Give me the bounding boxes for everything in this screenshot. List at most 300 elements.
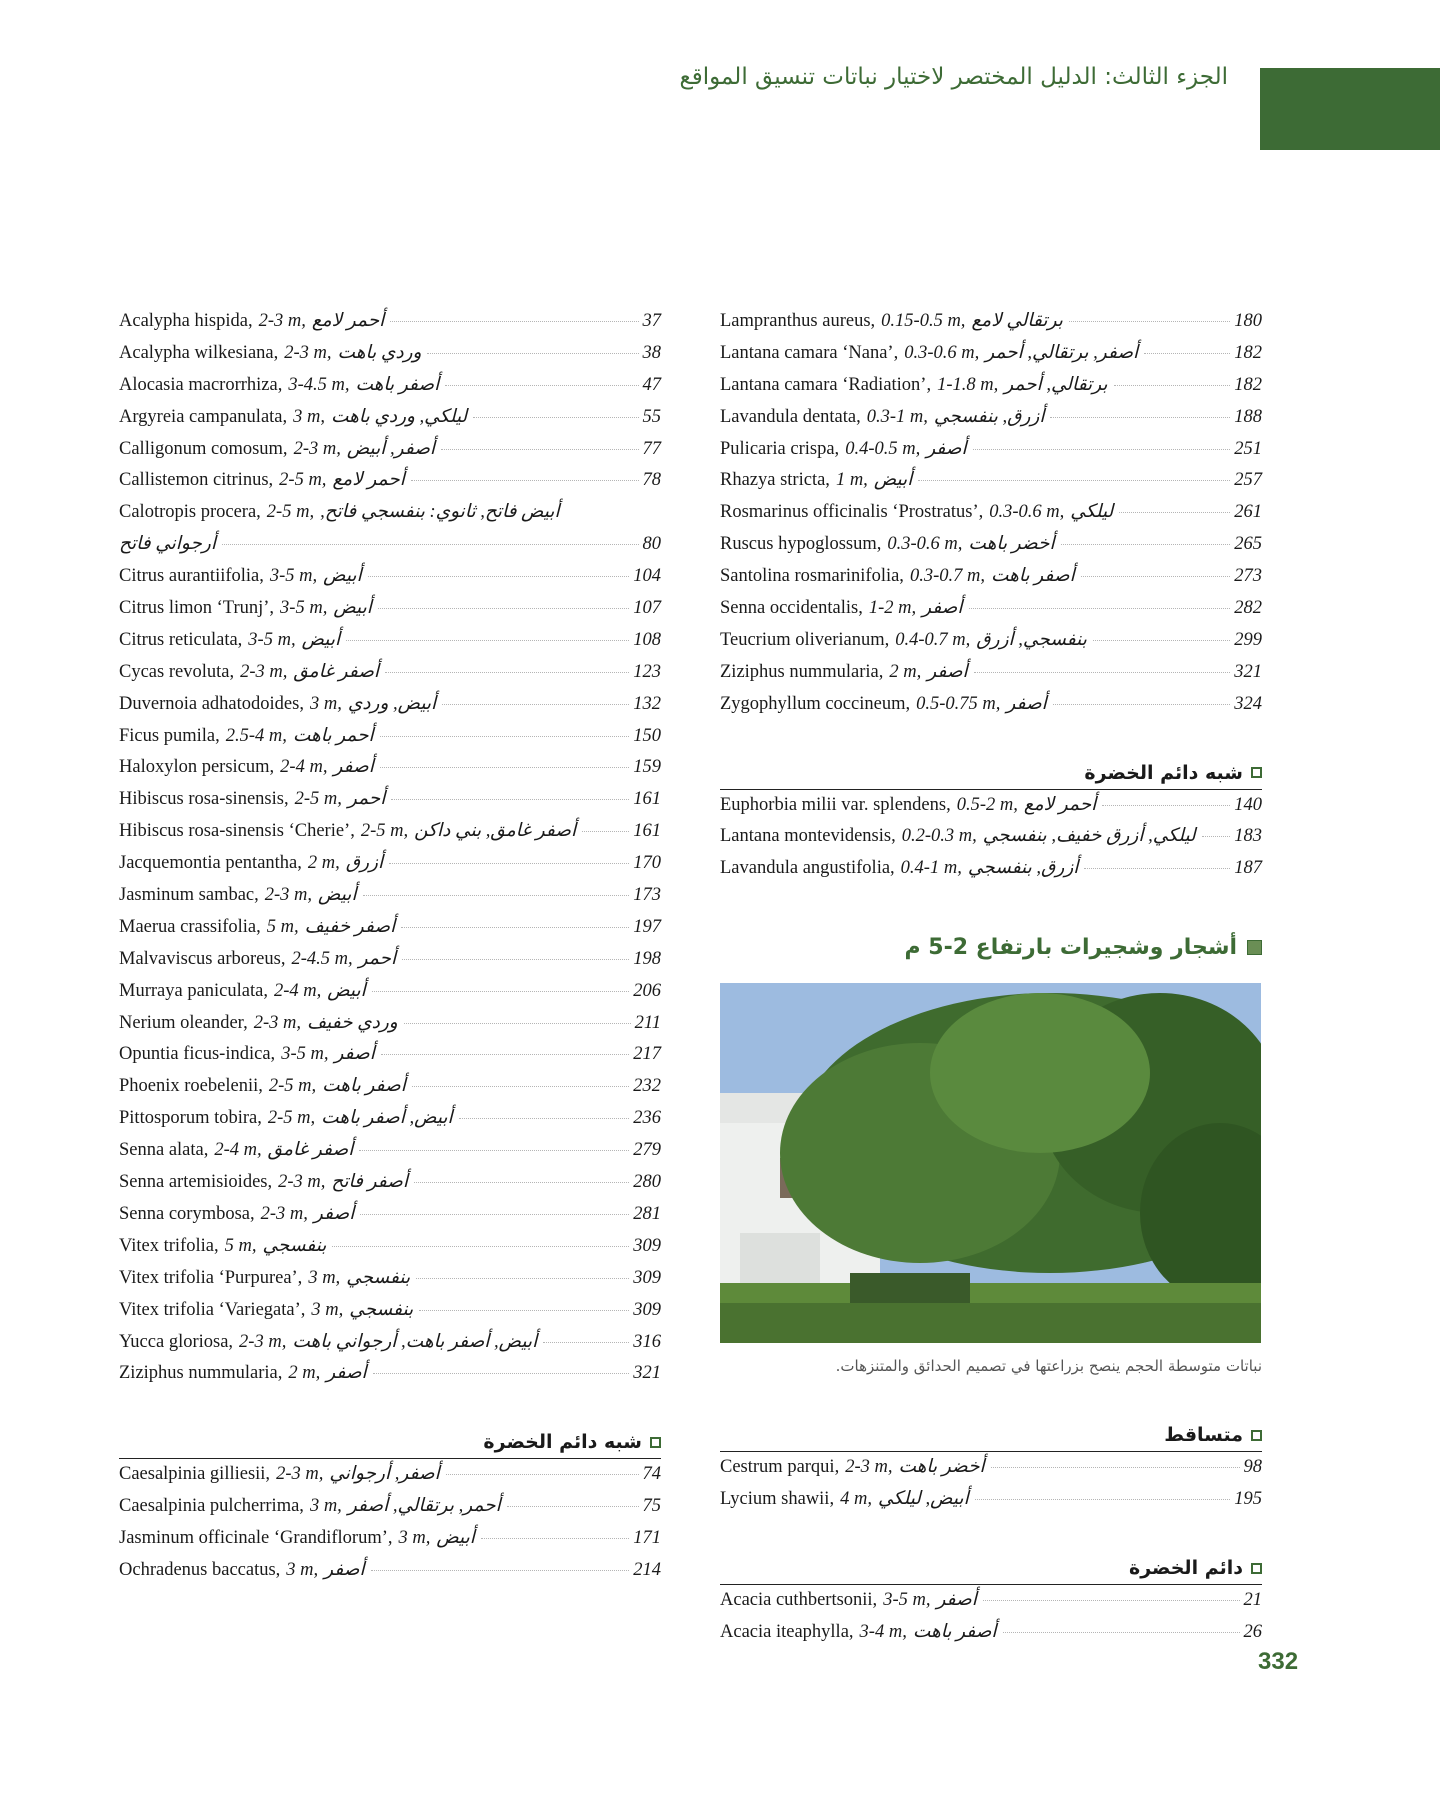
plant-color: أصفر باهت (322, 1076, 406, 1097)
plant-color: أبيض (327, 980, 366, 1001)
plant-name: Lantana camara ‘Nana’, (720, 342, 899, 363)
dot-leader (1061, 544, 1231, 545)
plant-name: Jasminum sambac, (119, 885, 259, 906)
plant-name: Malvaviscus arboreus, (119, 948, 286, 969)
dot-leader (389, 863, 629, 864)
plant-color: بنفسجي, أزرق (976, 629, 1087, 650)
dot-leader (442, 704, 629, 705)
page-ref: 150 (633, 725, 661, 746)
dot-leader (1003, 1632, 1240, 1633)
plant-color: أبيض, وردي (347, 693, 437, 714)
page-ref: 273 (1234, 566, 1262, 587)
page-ref: 74 (642, 1464, 661, 1485)
page-ref: 77 (642, 438, 661, 459)
plant-size: 2-3 m, (845, 1457, 893, 1478)
plant-name: Cycas revoluta, (119, 661, 235, 682)
plant-size: 2-5 m, (279, 470, 327, 491)
plant-entry (119, 1527, 661, 1559)
dot-leader (975, 1499, 1231, 1500)
plant-color: أصفر (313, 1203, 355, 1224)
plant-color: أزرق, بنفسجي (967, 858, 1079, 879)
section-heading-text: دائم الخضرة (1128, 1557, 1243, 1580)
plant-entry (720, 1456, 1262, 1488)
plant-entry (720, 438, 1262, 470)
running-header: الجزء الثالث: الدليل المختصر لاختيار نباتات تنسيق المواقع (679, 64, 1228, 90)
dot-leader (507, 1506, 639, 1507)
page-ref: 78 (642, 470, 661, 491)
plant-size: 0.3-0.6 m, (887, 534, 963, 555)
section-heading-semi-evergreen (119, 1426, 661, 1459)
page-ref: 198 (633, 948, 661, 969)
plant-color: أصفر (927, 661, 968, 682)
plant-size: 2-5 m, (266, 502, 315, 523)
plant-color: أصفر, أرجواني (329, 1464, 440, 1485)
plant-entry (119, 788, 661, 820)
dot-leader (582, 831, 629, 832)
plant-list (720, 310, 1262, 725)
dot-leader (412, 1086, 629, 1087)
plant-size: 0.5-2 m, (956, 794, 1018, 815)
page-ref: 104 (633, 566, 661, 587)
plant-size: 0.4-0.7 m, (895, 629, 971, 650)
plant-name: Lantana montevidensis, (720, 826, 896, 847)
plant-entry (720, 857, 1262, 889)
plant-color: أصفر (324, 1559, 365, 1580)
plant-name: Citrus limon ‘Trunj’, (119, 598, 275, 619)
plant-color: أبيض, أصفر باهت (321, 1108, 453, 1129)
page-ref: 21 (1243, 1590, 1262, 1611)
page-ref: 183 (1234, 826, 1262, 847)
plant-size: 0.15-0.5 m, (881, 311, 966, 331)
page-ref: 47 (642, 374, 661, 395)
plant-name: Nerium oleander, (119, 1012, 248, 1033)
plant-size: 2-4 m, (273, 980, 322, 1001)
section-heading-deciduous (720, 1419, 1262, 1452)
page-ref: 309 (633, 1267, 661, 1288)
dot-leader (991, 1467, 1240, 1468)
dot-leader (1053, 704, 1230, 705)
plant-list (720, 1589, 1262, 1653)
plant-entry (119, 406, 661, 438)
plant-size: 2-3 m, (253, 1012, 301, 1033)
square-bullet-icon (1251, 1430, 1262, 1441)
plant-color: برتقالي لامع (971, 311, 1063, 331)
plant-name: Maerua crassifolia, (119, 916, 261, 937)
plant-entry (119, 469, 661, 501)
page-ref: 161 (633, 821, 661, 842)
plant-entry (720, 794, 1262, 826)
plant-entry (720, 597, 1262, 629)
plant-size: 3 m, (308, 1267, 341, 1288)
page-ref: 236 (633, 1108, 661, 1129)
dot-leader (381, 1054, 629, 1055)
plant-entry (119, 1139, 661, 1171)
plant-color: أبيض فاتح, ثانوي: بنفسجي فاتح, (320, 502, 560, 523)
chapter-heading-text: أشجار وشجيرات بارتفاع 2-5 م (904, 934, 1237, 960)
plant-entry (720, 1621, 1262, 1653)
dot-leader (380, 767, 629, 768)
page-ref: 195 (1234, 1489, 1262, 1510)
dot-leader (969, 608, 1231, 609)
page-ref: 170 (633, 853, 661, 874)
plant-color: أحمر (358, 948, 397, 969)
plant-color: أصفر (936, 1590, 977, 1611)
dot-leader (918, 480, 1230, 481)
plant-size: 0.5-0.75 m, (916, 693, 1001, 714)
plant-entry (720, 693, 1262, 725)
dot-leader (446, 1474, 639, 1475)
plant-size: 2-5 m, (294, 789, 342, 810)
plant-name: Jasminum officinale ‘Grandiflorum’, (119, 1528, 393, 1549)
plant-size: 3-5 m, (281, 1044, 329, 1065)
plant-entry (119, 565, 661, 597)
dot-leader (378, 608, 629, 609)
plant-entry (119, 916, 661, 948)
plant-size: 2-3 m, (264, 885, 313, 906)
dot-leader (1102, 805, 1230, 806)
plant-entry (720, 533, 1262, 565)
plant-name: Acacia iteaphylla, (720, 1621, 854, 1642)
plant-entry (119, 820, 661, 852)
dot-leader (359, 1150, 629, 1151)
page-ref: 55 (642, 406, 661, 427)
plant-size: 3 m, (309, 1496, 342, 1517)
plant-name: Pittosporum tobira, (119, 1108, 262, 1129)
plant-name: Hibiscus rosa-sinensis, (119, 789, 289, 810)
section-heading-evergreen (720, 1552, 1262, 1585)
plant-name: Acalypha wilkesiana, (119, 342, 279, 363)
dot-leader (1050, 417, 1230, 418)
plant-entry (119, 661, 661, 693)
section-heading-text: شبه دائم الخضرة (483, 1431, 642, 1454)
plant-entry (119, 1495, 661, 1527)
page-ref: 108 (633, 629, 661, 650)
plant-color: أصفر غامق (293, 661, 380, 682)
dot-leader (414, 1182, 629, 1183)
plant-entry (720, 661, 1262, 693)
plant-size: 2-5 m, (267, 1108, 316, 1129)
page-ref: 98 (1243, 1457, 1262, 1478)
plant-color: أصفر (1006, 693, 1047, 714)
page-ref: 232 (633, 1076, 661, 1097)
dot-leader (222, 544, 639, 545)
plant-size: 2-5 m, (360, 821, 409, 842)
plant-name: Acalypha hispida, (119, 311, 253, 331)
plant-entry (119, 1107, 661, 1139)
plant-name: Lycium shawii, (720, 1489, 835, 1510)
plant-name: Vitex trifolia, (119, 1235, 219, 1256)
plant-size: 0.3-0.6 m, (904, 342, 980, 363)
plant-size: 0.3-0.6 m, (989, 502, 1065, 523)
plant-name: Ziziphus nummularia, (720, 661, 884, 682)
dot-leader (473, 417, 638, 418)
plant-name: Senna corymbosa, (119, 1203, 255, 1224)
page-ref: 280 (633, 1172, 661, 1193)
plant-color: أصفر باهت (912, 1621, 997, 1642)
dot-leader (983, 1600, 1240, 1601)
plant-entry (119, 1299, 661, 1331)
page-ref: 140 (1234, 794, 1262, 815)
plant-color: أحمر لامع (1023, 794, 1097, 815)
page-ref: 321 (1234, 661, 1262, 682)
plant-name: Acacia cuthbertsonii, (720, 1590, 878, 1611)
plant-size: 0.4-0.5 m, (845, 438, 921, 459)
plant-name: Haloxylon persicum, (119, 757, 275, 778)
plant-list (720, 1456, 1262, 1520)
plant-size: 2-3 m, (293, 438, 341, 459)
dot-leader (363, 895, 630, 896)
plant-name: Lantana camara ‘Radiation’, (720, 374, 932, 395)
dot-leader (390, 321, 638, 322)
plant-size: 3 m, (398, 1528, 431, 1549)
dot-leader (391, 799, 629, 800)
plant-color: برتقالي, أحمر (1004, 374, 1108, 395)
plant-entry (119, 438, 661, 470)
plant-name: Ochradenus baccatus, (119, 1559, 281, 1580)
page-ref: 26 (1243, 1621, 1262, 1642)
plant-color: أخضر باهت (968, 534, 1055, 555)
plant-size: 2-3 m, (276, 1464, 324, 1485)
page-ref: 182 (1234, 342, 1262, 363)
plant-entry (119, 1267, 661, 1299)
dot-leader (373, 1373, 630, 1374)
plant-entry (119, 1075, 661, 1107)
plant-color: أصفر, برتقالي, أحمر (985, 342, 1139, 363)
plant-entry (720, 1589, 1262, 1621)
plant-entry (720, 629, 1262, 661)
plant-name: Rosmarinus officinalis ‘Prostratus’, (720, 502, 984, 523)
plant-entry (119, 597, 661, 629)
plant-size: 2-3 m, (239, 1331, 287, 1352)
plant-color: أصفر غامق, بني داكن (414, 821, 577, 842)
page-ref: 299 (1234, 629, 1262, 650)
plant-color: ليلكي (1070, 502, 1114, 523)
plant-name: Senna artemisioides, (119, 1172, 273, 1193)
dot-leader (1069, 321, 1230, 322)
page-ref: 324 (1234, 693, 1262, 714)
dot-leader (973, 449, 1231, 450)
page-ref: 206 (633, 980, 661, 1001)
page-ref: 182 (1234, 374, 1262, 395)
plant-entry (720, 1488, 1262, 1520)
photo-caption: نباتات متوسطة الحجم ينصح بزراعتها في تصميم الحدائق والمتنزهات. (835, 1357, 1262, 1376)
page-ref: 187 (1234, 858, 1262, 879)
plant-entry (119, 980, 661, 1012)
page-ref: 316 (633, 1331, 661, 1352)
plant-size: 2-3 m, (284, 342, 332, 363)
plant-size: 3-4.5 m, (288, 374, 350, 395)
plant-name: Lavandula angustifolia, (720, 858, 895, 879)
plant-entry (720, 406, 1262, 438)
plant-color: أخضر باهت (898, 1457, 985, 1478)
page-ref: 159 (633, 757, 661, 778)
plant-color: بنفسجي (262, 1235, 327, 1256)
plant-name: Senna occidentalis, (720, 598, 863, 619)
square-bullet-icon (1251, 767, 1262, 778)
tree-illustration (720, 983, 1261, 1343)
left-column (119, 310, 661, 1591)
page-ref: 282 (1234, 598, 1262, 619)
dot-leader (411, 480, 639, 481)
plant-name: Lampranthus aureus, (720, 311, 876, 331)
plant-name: Caesalpinia gilliesii, (119, 1464, 271, 1485)
dot-leader (416, 1278, 629, 1279)
plant-name: Vitex trifolia ‘Variegata’, (119, 1299, 306, 1320)
plant-size: 2-4 m, (280, 757, 328, 778)
plant-size: 1 m, (835, 470, 868, 491)
plant-color: أزرق, بنفسجي (933, 406, 1045, 427)
plant-entry (119, 1171, 661, 1203)
page-ref: 309 (633, 1299, 661, 1320)
plant-name: Rhazya stricta, (720, 470, 830, 491)
page-ref: 214 (633, 1559, 661, 1580)
plant-color: أبيض, أصفر باهت, أرجواني باهت (292, 1331, 538, 1352)
plant-color: أصفر (926, 438, 967, 459)
plant-size: 2-3 m, (278, 1172, 326, 1193)
plant-name: Ruscus hypoglossum, (720, 534, 882, 555)
page-number: 332 (1258, 1648, 1299, 1675)
page-ref: 180 (1234, 311, 1262, 331)
dot-leader (427, 353, 638, 354)
dot-leader (441, 449, 638, 450)
dot-leader (1093, 640, 1230, 641)
right-column (720, 310, 1262, 1653)
plant-color-cont: أرجواني فاتح (119, 534, 216, 555)
dot-leader (401, 927, 629, 928)
page-ref: 38 (642, 342, 661, 363)
page-ref: 37 (642, 311, 661, 331)
dot-leader (385, 672, 629, 673)
plant-size: 3-5 m, (883, 1590, 931, 1611)
section-heading-semi-evergreen (720, 757, 1262, 790)
plant-entry (720, 825, 1262, 857)
plant-name: Pulicaria crispa, (720, 438, 840, 459)
plant-size: 2-3 m, (240, 661, 288, 682)
dot-leader (371, 1570, 630, 1571)
plant-size: 3 m, (293, 406, 326, 427)
plant-size: 2 m, (288, 1363, 321, 1384)
plant-size: 2-5 m, (268, 1076, 317, 1097)
page-ref: 171 (633, 1528, 661, 1549)
plant-entry (119, 310, 661, 342)
plant-color: أبيض (318, 885, 357, 906)
dot-leader (445, 385, 638, 386)
dot-leader (372, 991, 629, 992)
plant-color: أصفر (333, 757, 374, 778)
page-ref: 261 (1234, 502, 1262, 523)
plant-size: 3-5 m, (269, 566, 318, 587)
square-bullet-icon (1251, 1563, 1262, 1574)
plant-size: 2-4 m, (214, 1140, 262, 1161)
plant-size: 2 m, (889, 661, 922, 682)
page-ref: 107 (633, 598, 661, 619)
plant-color: أبيض (301, 629, 341, 650)
plant-entry (119, 1235, 661, 1267)
dot-leader (459, 1118, 630, 1119)
plant-color: وردي باهت (337, 342, 422, 363)
plant-name: Calotropis procera, (119, 502, 261, 523)
plant-color: أبيض (333, 598, 372, 619)
dot-leader (1119, 512, 1230, 513)
plant-name: Cestrum parqui, (720, 1457, 840, 1478)
plant-entry (119, 884, 661, 916)
page-ref: 123 (633, 661, 661, 682)
plant-color: أحمر, برتقالي, أصفر (347, 1496, 501, 1517)
plant-size: 3-4 m, (859, 1621, 907, 1642)
page-ref: 188 (1234, 406, 1262, 427)
dot-leader (1202, 836, 1231, 837)
plant-color: أصفر (334, 1044, 375, 1065)
plant-entry (119, 1362, 661, 1394)
dot-leader (419, 1310, 629, 1311)
page-ref: 309 (633, 1235, 661, 1256)
plant-color: أصفر خفيف (304, 916, 396, 937)
garden-photo (720, 983, 1261, 1343)
plant-color: أبيض (323, 566, 362, 587)
plant-name: Euphorbia milii var. splendens, (720, 794, 951, 815)
dot-leader (1081, 576, 1231, 577)
plant-color: أصفر, أبيض (346, 438, 436, 459)
plant-entry (119, 756, 661, 788)
plant-color: أحمر لامع (311, 311, 385, 331)
plant-size: 2-3 m, (260, 1203, 308, 1224)
plant-name: Hibiscus rosa-sinensis ‘Cherie’, (119, 821, 355, 842)
dot-leader (1144, 353, 1230, 354)
plant-color: وردي خفيف (307, 1012, 398, 1033)
plant-entry (119, 693, 661, 725)
plant-size: 2 m, (307, 853, 340, 874)
plant-size: 0.4-1 m, (900, 858, 962, 879)
plant-list (119, 1463, 661, 1591)
plant-size: 2.5-4 m, (225, 725, 287, 746)
plant-name: Opuntia ficus-indica, (119, 1044, 276, 1065)
plant-color: أزرق (345, 853, 384, 874)
plant-color: أحمر (347, 789, 386, 810)
dot-leader (404, 1023, 631, 1024)
dot-leader (1114, 385, 1231, 386)
header-color-bar (1260, 68, 1440, 150)
plant-color: ليلكي, أزرق خفيف, بنفسجي (982, 826, 1196, 847)
plant-entry (720, 469, 1262, 501)
plant-color: أحمر لامع (332, 470, 405, 491)
plant-entry (119, 1043, 661, 1075)
dot-leader (543, 1342, 629, 1343)
page-ref: 251 (1234, 438, 1262, 459)
plant-color: أصفر (922, 598, 963, 619)
page-ref: 257 (1234, 470, 1262, 491)
plant-size: 1-2 m, (868, 598, 917, 619)
plant-entry (119, 342, 661, 374)
dot-leader (481, 1538, 629, 1539)
plant-name: Caesalpinia pulcherrima, (119, 1496, 304, 1517)
plant-color: أبيض, ليلكي (877, 1489, 969, 1510)
plant-list (119, 310, 661, 501)
plant-name: Ficus pumila, (119, 725, 220, 746)
section-heading-text: شبه دائم الخضرة (1084, 761, 1243, 784)
plant-name: Murraya paniculata, (119, 980, 268, 1001)
plant-entry (720, 342, 1262, 374)
plant-name: Argyreia campanulata, (119, 406, 288, 427)
plant-color: ليلكي, وردي باهت (331, 406, 468, 427)
plant-entry (119, 374, 661, 406)
dot-leader (1084, 868, 1230, 869)
plant-entry (720, 310, 1262, 342)
plant-size: 5 m, (266, 916, 299, 937)
plant-name: Zygophyllum coccineum, (720, 693, 911, 714)
filled-square-icon (1247, 940, 1262, 955)
plant-size: 3 m, (309, 693, 342, 714)
dot-leader (380, 736, 630, 737)
